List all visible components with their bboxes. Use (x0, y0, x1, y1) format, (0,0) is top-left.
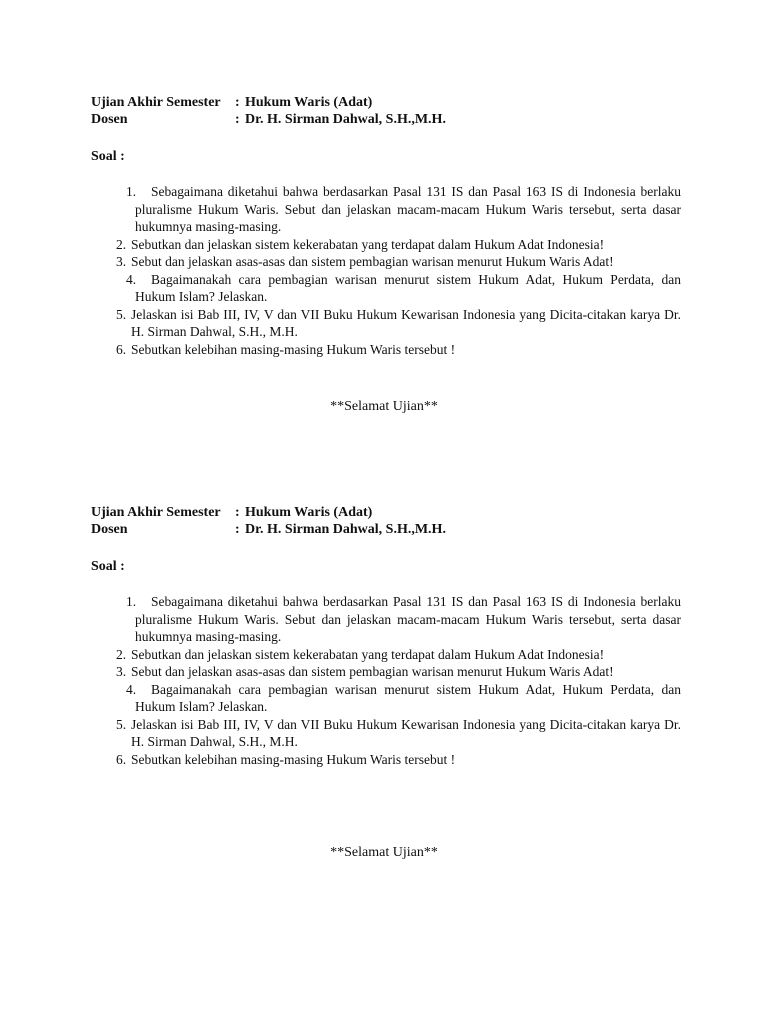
question-number: 4. (126, 271, 137, 287)
question-list (91, 183, 681, 358)
question-text: Sebagaimana diketahui bahwa berdasarkan Pasal 131 IS dan Pasal 163 IS di Indonesia berlaku pluralisme Hukum Waris. Sebut dan jelaskan macam-macam Hukum Waris tersebut, serta dasar hukumnya masing-masing. (135, 594, 681, 644)
lecturer-name: Dr. H. Sirman Dahwal, S.H.,M.H. (245, 112, 446, 127)
question-item (91, 716, 681, 751)
question-text: Sebutkan kelebihan masing-masing Hukum Waris tersebut ! (131, 751, 456, 767)
exam-sheet-2 (91, 504, 681, 768)
exam-subject: Hukum Waris (Adat) (245, 95, 373, 110)
question-number: 2. (116, 646, 127, 662)
question-text: Jelaskan isi Bab III, IV, V dan VII Buku Hukum Kewarisan Indonesia yang Dicita-citakan karya Dr. H. Sirman Dahwal, S.H., M.H. (131, 716, 681, 749)
question-item (91, 681, 681, 716)
question-text: Jelaskan isi Bab III, IV, V dan VII Buku Hukum Kewarisan Indonesia yang Dicita-citakan karya Dr. H. Sirman Dahwal, S.H., M.H. (131, 306, 681, 339)
exam-title-row (91, 94, 681, 111)
question-item (91, 646, 681, 664)
question-text: Bagaimanakah cara pembagian warisan menurut sistem Hukum Adat, Hukum Perdata, dan Hukum Islam? Jelaskan. (135, 681, 681, 714)
closing-greeting: **Selamat Ujian** (330, 399, 438, 414)
exam-label: Ujian Akhir Semester (91, 505, 221, 520)
lecturer-label: Dosen (91, 112, 128, 127)
question-item (91, 271, 681, 306)
lecturer-name: Dr. H. Sirman Dahwal, S.H.,M.H. (245, 522, 446, 537)
question-number: 5. (116, 306, 127, 322)
lecturer-separator: : (235, 112, 240, 127)
questions-heading: Soal : (91, 149, 125, 164)
question-item (91, 306, 681, 341)
lecturer-row (91, 521, 681, 538)
questions-heading: Soal : (91, 559, 125, 574)
question-number: 1. (126, 594, 137, 609)
exam-separator: : (235, 95, 240, 110)
question-text: Sebagaimana diketahui bahwa berdasarkan Pasal 131 IS dan Pasal 163 IS di Indonesia berlaku pluralisme Hukum Waris. Sebut dan jelaskan macam-macam Hukum Waris tersebut, serta dasar hukumnya masing-masing. (135, 184, 681, 234)
question-number: 4. (126, 681, 137, 697)
lecturer-row (91, 111, 681, 128)
question-item (91, 751, 681, 769)
question-text: Sebutkan dan jelaskan sistem kekerabatan yang terdapat dalam Hukum Adat Indonesia! (131, 646, 605, 662)
exam-label: Ujian Akhir Semester (91, 95, 221, 110)
question-text: Sebut dan jelaskan asas-asas dan sistem pembagian warisan menurut Hukum Waris Adat! (131, 254, 614, 269)
question-number: 1. (126, 184, 137, 199)
exam-title-row (91, 504, 681, 521)
exam-subject: Hukum Waris (Adat) (245, 505, 373, 520)
question-number: 6. (116, 341, 127, 357)
question-number: 3. (116, 254, 127, 269)
question-list (91, 593, 681, 768)
exam-separator: : (235, 505, 240, 520)
question-item (91, 236, 681, 254)
question-item (91, 593, 681, 646)
question-item (91, 253, 681, 271)
exam-sheet-1 (91, 94, 681, 358)
closing-greeting: **Selamat Ujian** (330, 845, 438, 860)
question-item (91, 341, 681, 359)
lecturer-label: Dosen (91, 522, 128, 537)
question-text: Sebutkan dan jelaskan sistem kekerabatan yang terdapat dalam Hukum Adat Indonesia! (131, 236, 605, 252)
question-number: 5. (116, 716, 127, 732)
question-number: 3. (116, 664, 127, 679)
question-text: Bagaimanakah cara pembagian warisan menurut sistem Hukum Adat, Hukum Perdata, dan Hukum Islam? Jelaskan. (135, 271, 681, 304)
lecturer-separator: : (235, 522, 240, 537)
question-item (91, 183, 681, 236)
question-item (91, 663, 681, 681)
question-number: 2. (116, 236, 127, 252)
question-text: Sebut dan jelaskan asas-asas dan sistem pembagian warisan menurut Hukum Waris Adat! (131, 664, 614, 679)
question-number: 6. (116, 751, 127, 767)
question-text: Sebutkan kelebihan masing-masing Hukum Waris tersebut ! (131, 341, 456, 357)
